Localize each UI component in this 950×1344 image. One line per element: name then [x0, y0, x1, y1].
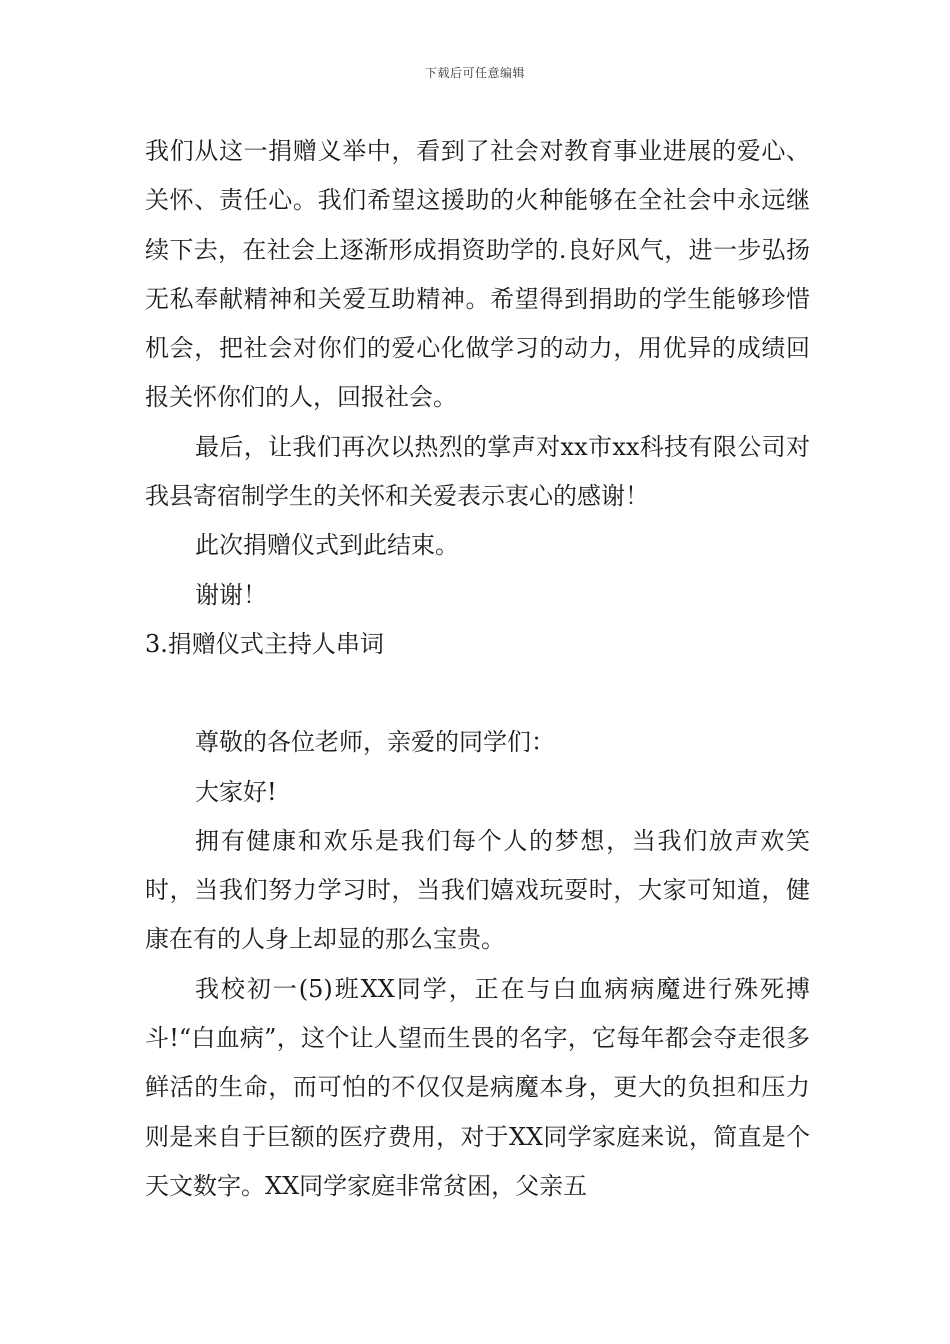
- paragraph-thanks: 最后，让我们再次以热烈的掌声对xx市xx科技有限公司对我县寄宿制学生的关怀和关爱表示衷心的感谢！: [145, 432, 810, 511]
- document-body: [145, 127, 810, 1211]
- paragraph-thank-you: 谢谢！: [195, 580, 267, 609]
- paragraph-health: 拥有健康和欢乐是我们每个人的梦想，当我们放声欢笑时，当我们努力学习时，当我们嬉戏玩耍时，大家可知道，健康在有的人身上却显的那么宝贵。: [145, 826, 810, 954]
- paragraph-donation-meaning: 我们从这一捐赠义举中，看到了社会对教育事业进展的爱心、关怀、责任心。我们希望这援助的火种能够在全社会中永远继续下去，在社会上逐渐形成捐资助学的.良好风气，进一步弘扬无私奉献精神和关爱互助精神。希望得到捐助的学生能够珍惜机会，把社会对你们的爱心化做学习的动力，用优异的成绩回报关怀你们的人，回报社会。: [145, 137, 810, 412]
- paragraph-greeting: 大家好!: [195, 777, 277, 806]
- paragraph-salutation: 尊敬的各位老师，亲爱的同学们：: [195, 728, 555, 757]
- paragraph-ceremony-end: 此次捐赠仪式到此结束。: [195, 531, 459, 560]
- paragraph-student-story: 我校初一(5)班XX同学，正在与白血病病魔进行殊死搏斗!“白血病”，这个让人望而生畏的名字，它每年都会夺走很多鲜活的生命，而可怕的不仅仅是病魔本身，更大的负担和压力则是来自于巨额的医疗费用，对于XX同学家庭来说，简直是个天文数字。XX同学家庭非常贫困，父亲五: [145, 974, 810, 1200]
- section-heading: 3.捐赠仪式主持人串词: [145, 629, 384, 658]
- blank-line: [145, 669, 810, 718]
- page-header: 下载后可任意编辑: [424, 66, 525, 80]
